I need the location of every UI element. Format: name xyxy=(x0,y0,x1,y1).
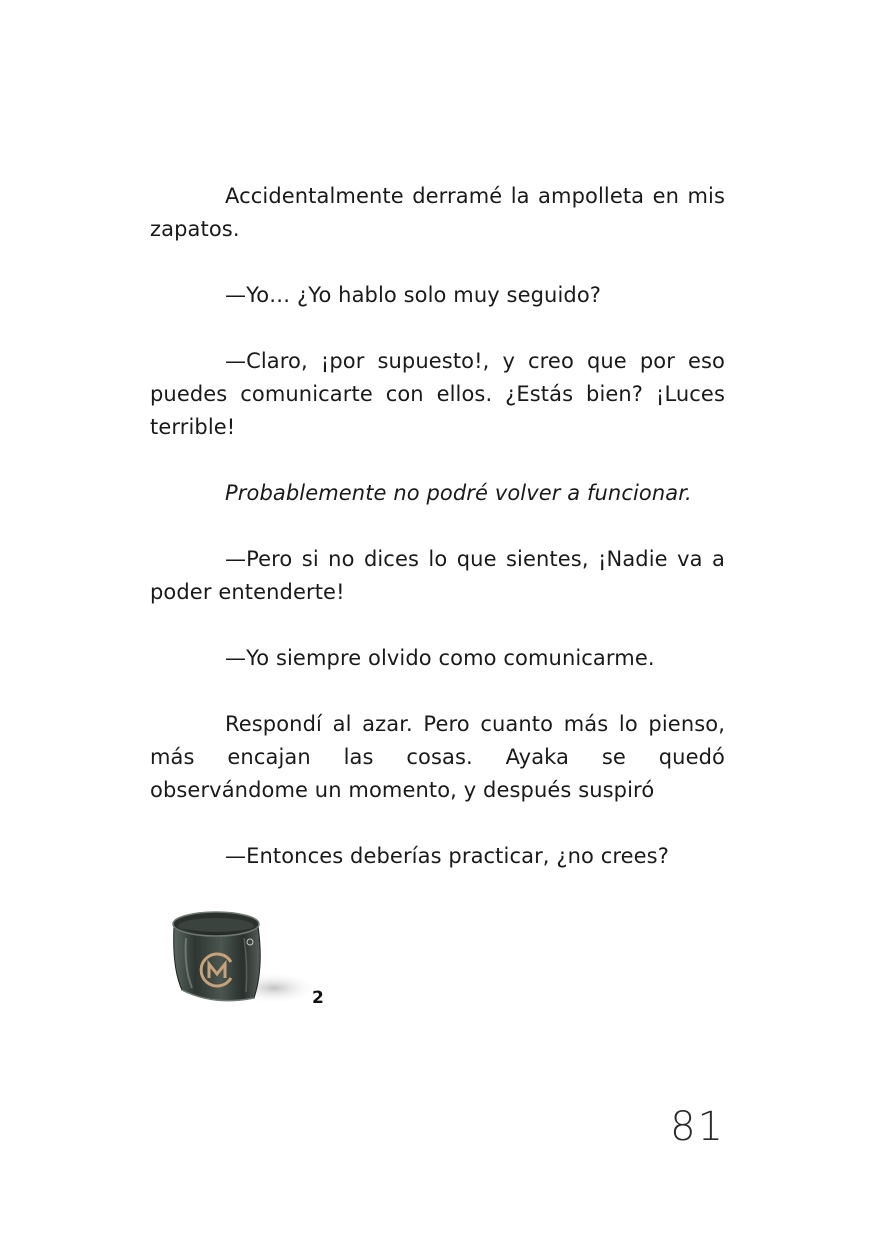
paragraph-8: —Entonces deberías practicar, ¿no crees? xyxy=(225,844,669,868)
paragraph-6: —Yo siempre olvido como comunicarme. xyxy=(225,646,655,670)
paragraph-7: Respondí al azar. Pero cuanto más lo pienso, más encajan las cosas. Ayaka se quedó observándome un momento, y después suspiró xyxy=(150,712,725,802)
paragraph-4-italic: Probablemente no podré volver a funcionar. xyxy=(225,481,692,505)
footnote-mark: 2 xyxy=(312,988,324,1008)
page-body xyxy=(150,180,725,906)
paragraph-1: Accidentalmente derramé la ampolleta en mis zapatos. xyxy=(150,184,725,241)
paragraph-3: —Claro, ¡por supuesto!, y creo que por eso puedes comunicarte con ellos. ¿Estás bien? ¡Luces terrible! xyxy=(150,349,725,439)
armband-illustration-icon xyxy=(162,898,322,1016)
page-number: 81 xyxy=(670,1104,725,1150)
paragraph-2: —Yo… ¿Yo hablo solo muy seguido? xyxy=(225,283,602,307)
paragraph-5: —Pero si no dices lo que sientes, ¡Nadie va a poder entenderte! xyxy=(150,547,725,604)
